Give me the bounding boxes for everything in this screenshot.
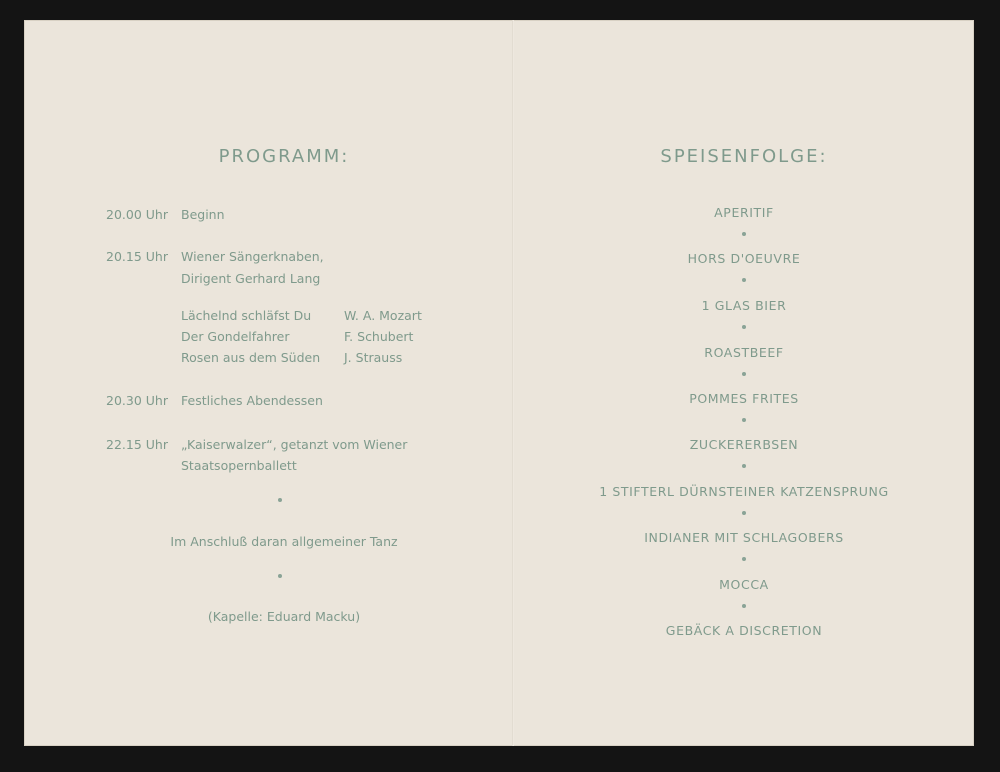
piece-composer: F. Schubert (344, 329, 414, 344)
piece-composer: J. Strauss (344, 350, 403, 365)
menu-item: 1 GLAS BIER (701, 298, 787, 313)
dance-note: Im Anschluß daran allgemeiner Tanz (170, 534, 398, 549)
piece-composer: W. A. Mozart (344, 308, 422, 323)
entry-time: 22.15 Uhr (106, 437, 168, 452)
speisenfolge-heading: SPEISENFOLGE: (660, 146, 828, 167)
band-note: (Kapelle: Eduard Macku) (207, 609, 361, 624)
entry-text: Wiener Sängerknaben, (181, 249, 324, 264)
separator-dot (742, 372, 746, 376)
menu-item: POMMES FRITES (689, 391, 799, 406)
entry-text-line2: Staatsopernballett (181, 458, 297, 473)
entry-text: Beginn (181, 207, 225, 222)
piece-title: Rosen aus dem Süden (181, 350, 321, 365)
menu-item: ROASTBEEF (704, 345, 784, 360)
programm-heading: PROGRAMM: (218, 146, 350, 167)
separator-dot (742, 604, 746, 608)
separator-dot (742, 278, 746, 282)
menu-item: GEBÄCK A DISCRETION (665, 623, 823, 638)
entry-time: 20.30 Uhr (106, 393, 168, 408)
menu-item: MOCCA (719, 577, 769, 592)
entry-time: 20.00 Uhr (106, 207, 168, 222)
menu-card (24, 20, 974, 746)
separator-dot (278, 498, 282, 502)
separator-dot (742, 557, 746, 561)
menu-item: HORS D'OEUVRE (687, 251, 801, 266)
programm-panel (24, 20, 512, 746)
separator-dot (742, 232, 746, 236)
menu-item: ZUCKERERBSEN (689, 437, 799, 452)
entry-time: 20.15 Uhr (106, 249, 168, 264)
entry-text: Festliches Abendessen (181, 393, 323, 408)
entry-text-line2: Dirigent Gerhard Lang (181, 271, 321, 286)
speisenfolge-panel (514, 20, 974, 746)
menu-item: INDIANER MIT SCHLAGOBERS (644, 530, 844, 545)
menu-item: APERITIF (714, 205, 774, 220)
entry-text: „Kaiserwalzer“, getanzt vom Wiener (181, 437, 408, 452)
piece-title: Der Gondelfahrer (181, 329, 290, 344)
separator-dot (278, 574, 282, 578)
piece-title: Lächelnd schläfst Du (181, 308, 312, 323)
separator-dot (742, 464, 746, 468)
separator-dot (742, 418, 746, 422)
menu-item: 1 STIFTERL DÜRNSTEINER KATZENSPRUNG (599, 484, 889, 499)
separator-dot (742, 325, 746, 329)
separator-dot (742, 511, 746, 515)
